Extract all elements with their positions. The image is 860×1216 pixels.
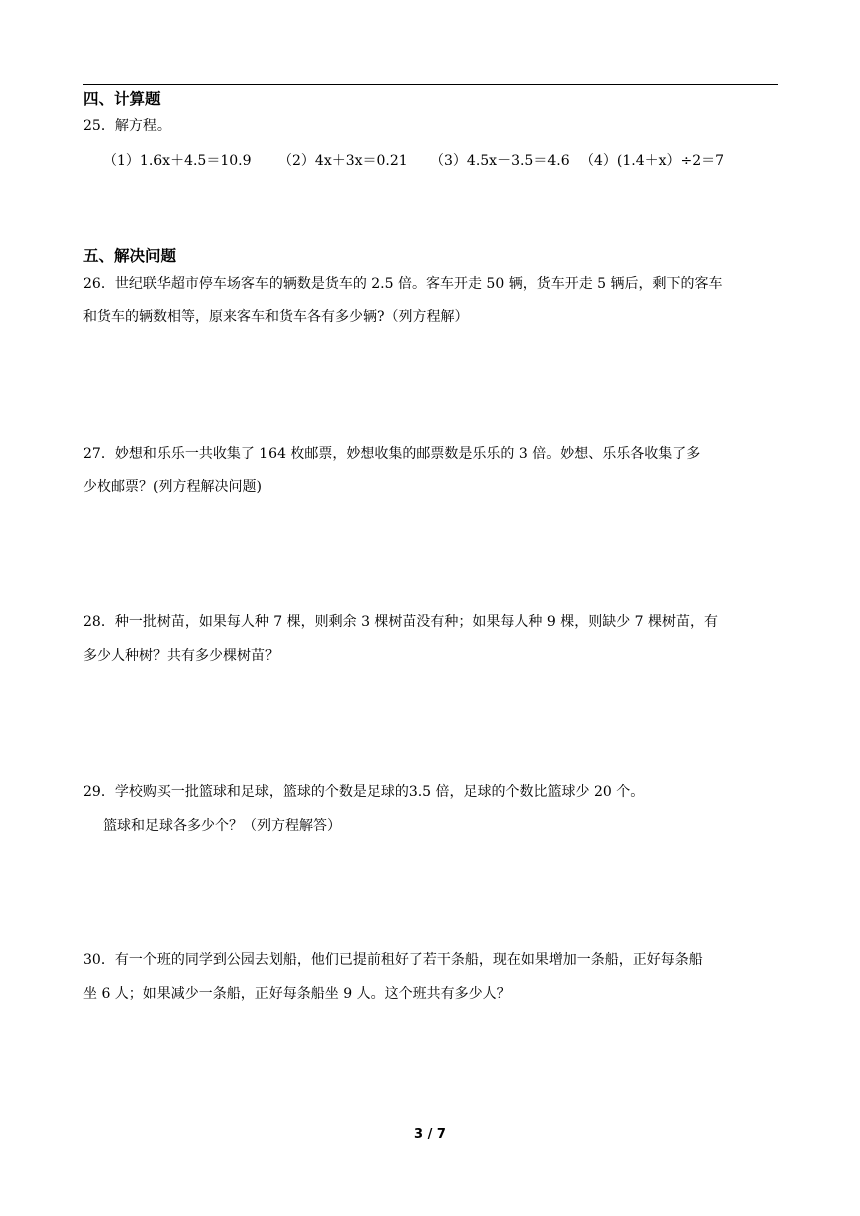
q26-line-2: 和货车的辆数相等，原来客车和货车各有多少辆?（列方程解） <box>83 309 469 325</box>
q26-line-1: 26．世纪联华超市停车场客车的辆数是货车的 2.5 倍。客车开走 50 辆，货车开走 5 辆后，剩下的客车 <box>83 276 723 292</box>
q28-line-2: 多少人种树？共有多少棵树苗？ <box>83 648 279 664</box>
page-number: 3 / 7 <box>414 1127 446 1142</box>
section-title-word-problems: 五、解决问题 <box>83 247 177 265</box>
q25-equations <box>103 151 724 171</box>
q25-equation-4: （4）(1.4＋x）÷2＝7 <box>580 153 725 169</box>
q27-line-1: 27．妙想和乐乐一共收集了 164 枚邮票，妙想收集的邮票数是乐乐的 3 倍。妙想、乐乐各收集了多 <box>83 446 701 462</box>
q30-line-1: 30．有一个班的同学到公园去划船，他们已提前租好了若干条船，现在如果增加一条船，正好每条船 <box>83 952 703 968</box>
q25-stem: 25．解方程。 <box>83 118 171 134</box>
q28-line-1: 28．种一批树苗，如果每人种 7 棵，则剩余 3 棵树苗没有种；如果每人种 9 棵，则缺少 7 棵树苗，有 <box>83 614 719 630</box>
section-title-calculation: 四、计算题 <box>83 90 161 108</box>
q29-line-1: 29．学校购买一批篮球和足球，篮球的个数是足球的3.5 倍，足球的个数比篮球少 20 个。 <box>83 784 645 800</box>
q27-line-2: 少枚邮票？(列方程解决问题) <box>83 479 262 495</box>
q29-line-2: 篮球和足球各多少个？（列方程解答） <box>103 818 341 834</box>
q25-equation-1: （1）1.6x＋4.5＝10.9 <box>103 153 252 169</box>
q30-line-2: 坐 6 人；如果减少一条船，正好每条船坐 9 人。这个班共有多少人？ <box>83 986 511 1002</box>
header-rule <box>83 84 778 85</box>
q25-equation-3: （3）4.5x－3.5＝4.6 <box>430 153 570 169</box>
q25-equation-2: （2）4x＋3x＝0.21 <box>278 153 408 169</box>
